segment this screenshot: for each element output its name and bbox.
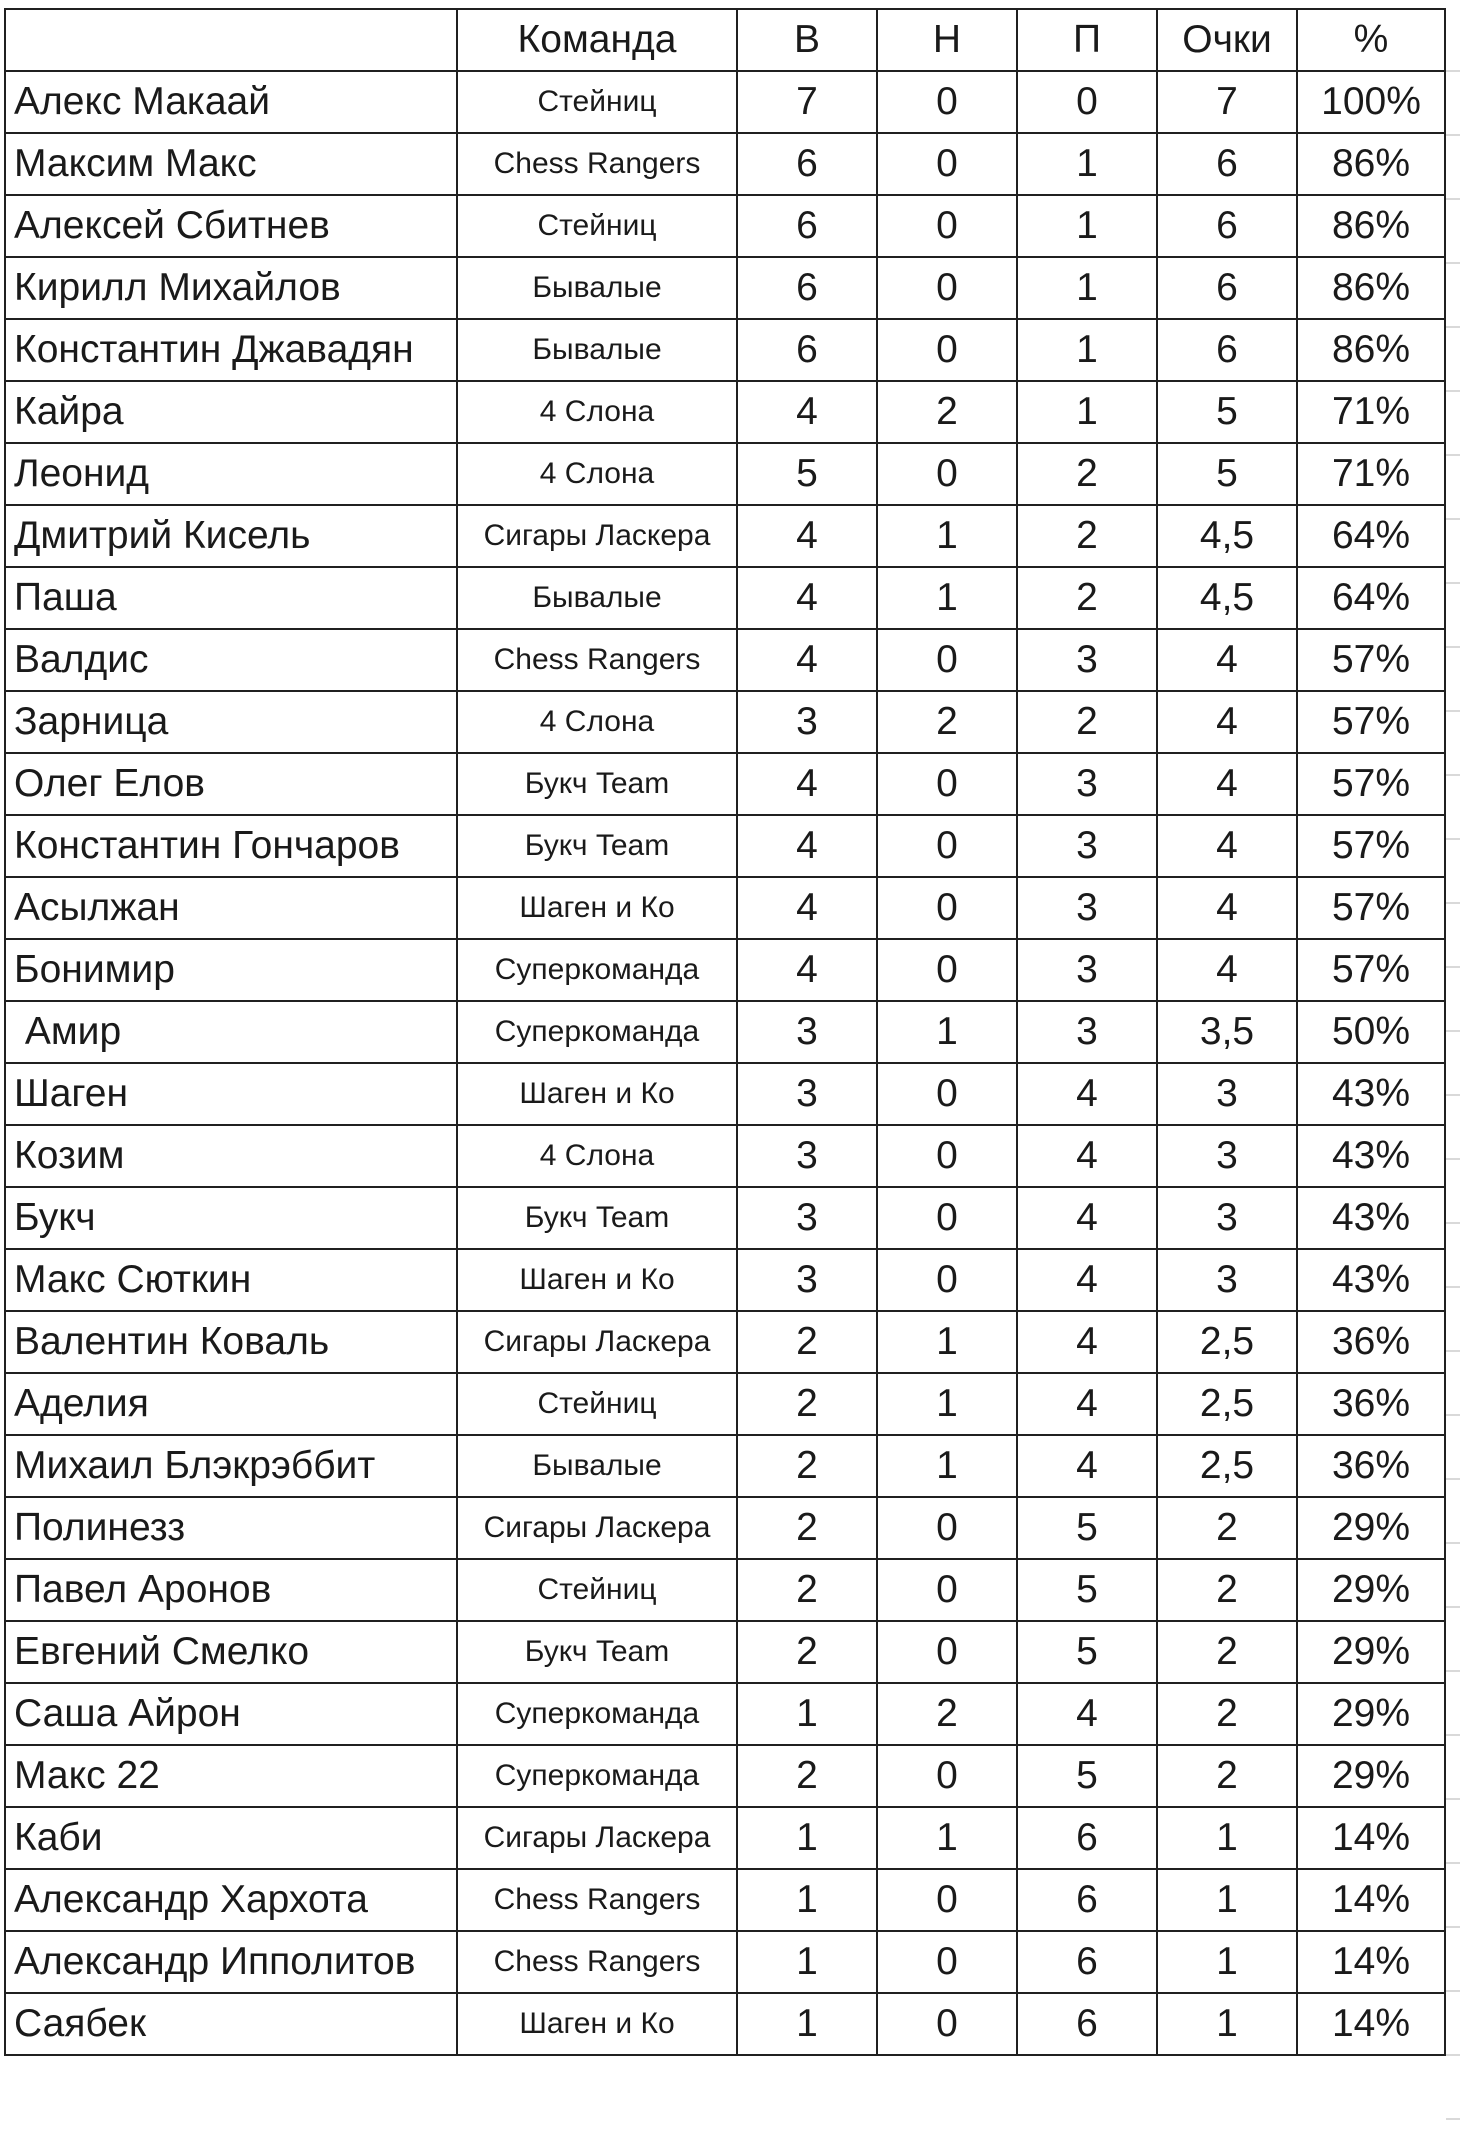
percent-cell[interactable]: 50%: [1297, 1001, 1445, 1063]
player-name-cell[interactable]: Шаген: [5, 1063, 457, 1125]
team-cell[interactable]: 4 Слона: [457, 381, 737, 443]
percent-cell[interactable]: 29%: [1297, 1683, 1445, 1745]
team-cell[interactable]: Букч Team: [457, 815, 737, 877]
percent-cell[interactable]: 57%: [1297, 753, 1445, 815]
points-cell[interactable]: 3: [1157, 1249, 1297, 1311]
header-name-cell[interactable]: [5, 9, 457, 71]
draws-cell[interactable]: 0: [877, 1745, 1017, 1807]
player-name-cell[interactable]: Асылжан: [5, 877, 457, 939]
draws-cell[interactable]: 1: [877, 505, 1017, 567]
percent-cell[interactable]: 14%: [1297, 1993, 1445, 2055]
team-cell[interactable]: 4 Слона: [457, 443, 737, 505]
team-cell[interactable]: Бывалые: [457, 319, 737, 381]
losses-cell[interactable]: 6: [1017, 1807, 1157, 1869]
wins-cell[interactable]: 2: [737, 1373, 877, 1435]
draws-cell[interactable]: 1: [877, 1001, 1017, 1063]
percent-cell[interactable]: 86%: [1297, 195, 1445, 257]
points-cell[interactable]: 2: [1157, 1745, 1297, 1807]
wins-cell[interactable]: 7: [737, 71, 877, 133]
draws-cell[interactable]: 2: [877, 381, 1017, 443]
draws-cell[interactable]: 0: [877, 815, 1017, 877]
team-cell[interactable]: Шаген и Ко: [457, 1063, 737, 1125]
player-name-cell[interactable]: Козим: [5, 1125, 457, 1187]
player-name-cell[interactable]: Олег Елов: [5, 753, 457, 815]
losses-cell[interactable]: 1: [1017, 257, 1157, 319]
points-cell[interactable]: 3: [1157, 1125, 1297, 1187]
percent-cell[interactable]: 29%: [1297, 1621, 1445, 1683]
draws-cell[interactable]: 0: [877, 1497, 1017, 1559]
draws-cell[interactable]: 1: [877, 1373, 1017, 1435]
team-cell[interactable]: Шаген и Ко: [457, 1993, 737, 2055]
draws-cell[interactable]: 0: [877, 1869, 1017, 1931]
player-name-cell[interactable]: Кирилл Михайлов: [5, 257, 457, 319]
draws-cell[interactable]: 0: [877, 1063, 1017, 1125]
percent-cell[interactable]: 64%: [1297, 567, 1445, 629]
wins-cell[interactable]: 5: [737, 443, 877, 505]
table-row: [5, 939, 1445, 1001]
wins-cell[interactable]: 4: [737, 939, 877, 1001]
wins-cell[interactable]: 4: [737, 629, 877, 691]
team-cell[interactable]: Бывалые: [457, 257, 737, 319]
player-name-cell[interactable]: Амир: [5, 1001, 457, 1063]
team-cell[interactable]: Сигары Ласкера: [457, 1311, 737, 1373]
losses-cell[interactable]: 4: [1017, 1063, 1157, 1125]
table-row: [5, 1063, 1445, 1125]
team-cell[interactable]: Стейниц: [457, 1373, 737, 1435]
draws-cell[interactable]: 0: [877, 1249, 1017, 1311]
wins-cell[interactable]: 6: [737, 319, 877, 381]
percent-cell[interactable]: 14%: [1297, 1807, 1445, 1869]
percent-cell[interactable]: 29%: [1297, 1745, 1445, 1807]
draws-cell[interactable]: 0: [877, 753, 1017, 815]
points-cell[interactable]: 4,5: [1157, 567, 1297, 629]
team-cell[interactable]: Букч Team: [457, 753, 737, 815]
team-cell[interactable]: Бывалые: [457, 1435, 737, 1497]
player-name-cell[interactable]: Валдис: [5, 629, 457, 691]
player-name-cell[interactable]: Саябек: [5, 1993, 457, 2055]
losses-cell[interactable]: 3: [1017, 629, 1157, 691]
wins-cell[interactable]: 2: [737, 1745, 877, 1807]
team-cell[interactable]: Chess Rangers: [457, 1931, 737, 1993]
wins-cell[interactable]: 1: [737, 1807, 877, 1869]
percent-cell[interactable]: 43%: [1297, 1187, 1445, 1249]
points-cell[interactable]: 2: [1157, 1497, 1297, 1559]
percent-cell[interactable]: 57%: [1297, 877, 1445, 939]
points-cell[interactable]: 7: [1157, 71, 1297, 133]
losses-cell[interactable]: 2: [1017, 443, 1157, 505]
percent-cell[interactable]: 36%: [1297, 1311, 1445, 1373]
points-cell[interactable]: 4: [1157, 877, 1297, 939]
wins-cell[interactable]: 2: [737, 1497, 877, 1559]
player-name-cell[interactable]: Александр Ипполитов: [5, 1931, 457, 1993]
percent-cell[interactable]: 14%: [1297, 1869, 1445, 1931]
team-cell[interactable]: 4 Слона: [457, 1125, 737, 1187]
points-cell[interactable]: 4: [1157, 691, 1297, 753]
team-cell[interactable]: Суперкоманда: [457, 1001, 737, 1063]
table-row: [5, 505, 1445, 567]
team-cell[interactable]: Стейниц: [457, 71, 737, 133]
points-cell[interactable]: 3: [1157, 1187, 1297, 1249]
points-cell[interactable]: 2: [1157, 1683, 1297, 1745]
points-cell[interactable]: 4: [1157, 815, 1297, 877]
header-percent-cell[interactable]: %: [1297, 9, 1445, 71]
wins-cell[interactable]: 2: [737, 1435, 877, 1497]
draws-cell[interactable]: 0: [877, 629, 1017, 691]
wins-cell[interactable]: 4: [737, 505, 877, 567]
losses-cell[interactable]: 4: [1017, 1683, 1157, 1745]
points-cell[interactable]: 3: [1157, 1063, 1297, 1125]
team-cell[interactable]: Сигары Ласкера: [457, 505, 737, 567]
percent-cell[interactable]: 14%: [1297, 1931, 1445, 1993]
draws-cell[interactable]: 0: [877, 877, 1017, 939]
wins-cell[interactable]: 4: [737, 877, 877, 939]
wins-cell[interactable]: 3: [737, 1187, 877, 1249]
percent-cell[interactable]: 57%: [1297, 691, 1445, 753]
losses-cell[interactable]: 4: [1017, 1311, 1157, 1373]
percent-cell[interactable]: 100%: [1297, 71, 1445, 133]
team-cell[interactable]: Chess Rangers: [457, 1869, 737, 1931]
player-name-cell[interactable]: Леонид: [5, 443, 457, 505]
points-cell[interactable]: 6: [1157, 257, 1297, 319]
player-name-cell[interactable]: Михаил Блэкрэббит: [5, 1435, 457, 1497]
losses-cell[interactable]: 3: [1017, 753, 1157, 815]
percent-cell[interactable]: 86%: [1297, 257, 1445, 319]
percent-cell[interactable]: 57%: [1297, 939, 1445, 1001]
points-cell[interactable]: 1: [1157, 1807, 1297, 1869]
points-cell[interactable]: 4,5: [1157, 505, 1297, 567]
percent-cell[interactable]: 43%: [1297, 1125, 1445, 1187]
draws-cell[interactable]: 0: [877, 71, 1017, 133]
table-row: [5, 1931, 1445, 1993]
draws-cell[interactable]: 0: [877, 319, 1017, 381]
player-name-cell[interactable]: Евгений Смелко: [5, 1621, 457, 1683]
wins-cell[interactable]: 3: [737, 1125, 877, 1187]
table-row: [5, 691, 1445, 753]
points-cell[interactable]: 5: [1157, 443, 1297, 505]
player-name-cell[interactable]: Макс Сюткин: [5, 1249, 457, 1311]
percent-cell[interactable]: 57%: [1297, 629, 1445, 691]
losses-cell[interactable]: 3: [1017, 1001, 1157, 1063]
team-cell[interactable]: Букч Team: [457, 1187, 737, 1249]
player-name-cell[interactable]: Бонимир: [5, 939, 457, 1001]
player-name-cell[interactable]: Каби: [5, 1807, 457, 1869]
points-cell[interactable]: 1: [1157, 1993, 1297, 2055]
points-cell[interactable]: 2,5: [1157, 1435, 1297, 1497]
table-row: [5, 1993, 1445, 2055]
percent-cell[interactable]: 29%: [1297, 1497, 1445, 1559]
table-row: [5, 381, 1445, 443]
wins-cell[interactable]: 6: [737, 195, 877, 257]
draws-cell[interactable]: 1: [877, 1311, 1017, 1373]
player-name-cell[interactable]: Константин Гончаров: [5, 815, 457, 877]
losses-cell[interactable]: 6: [1017, 1869, 1157, 1931]
player-name-cell[interactable]: Алекс Макаай: [5, 71, 457, 133]
wins-cell[interactable]: 1: [737, 1683, 877, 1745]
table-row: [5, 753, 1445, 815]
losses-cell[interactable]: 4: [1017, 1187, 1157, 1249]
losses-cell[interactable]: 4: [1017, 1435, 1157, 1497]
header-points-cell[interactable]: Очки: [1157, 9, 1297, 71]
team-cell[interactable]: Суперкоманда: [457, 1745, 737, 1807]
player-name-cell[interactable]: Павел Аронов: [5, 1559, 457, 1621]
team-cell[interactable]: 4 Слона: [457, 691, 737, 753]
table-row: [5, 443, 1445, 505]
percent-cell[interactable]: 86%: [1297, 319, 1445, 381]
losses-cell[interactable]: 5: [1017, 1559, 1157, 1621]
percent-cell[interactable]: 43%: [1297, 1063, 1445, 1125]
draws-cell[interactable]: 0: [877, 1187, 1017, 1249]
table-row: [5, 195, 1445, 257]
losses-cell[interactable]: 6: [1017, 1931, 1157, 1993]
wins-cell[interactable]: 4: [737, 815, 877, 877]
wins-cell[interactable]: 3: [737, 1063, 877, 1125]
losses-cell[interactable]: 1: [1017, 133, 1157, 195]
draws-cell[interactable]: 1: [877, 1435, 1017, 1497]
team-cell[interactable]: Стейниц: [457, 195, 737, 257]
header-draws-cell[interactable]: Н: [877, 9, 1017, 71]
table-row: [5, 1187, 1445, 1249]
points-cell[interactable]: 2: [1157, 1559, 1297, 1621]
player-name-cell[interactable]: Александр Хархота: [5, 1869, 457, 1931]
percent-cell[interactable]: 36%: [1297, 1435, 1445, 1497]
losses-cell[interactable]: 2: [1017, 691, 1157, 753]
wins-cell[interactable]: 4: [737, 381, 877, 443]
draws-cell[interactable]: 2: [877, 1683, 1017, 1745]
player-name-cell[interactable]: Алексей Сбитнев: [5, 195, 457, 257]
player-name-cell[interactable]: Зарница: [5, 691, 457, 753]
draws-cell[interactable]: 0: [877, 939, 1017, 1001]
percent-cell[interactable]: 64%: [1297, 505, 1445, 567]
draws-cell[interactable]: 0: [877, 443, 1017, 505]
points-cell[interactable]: 2: [1157, 1621, 1297, 1683]
player-name-cell[interactable]: Саша Айрон: [5, 1683, 457, 1745]
losses-cell[interactable]: 3: [1017, 877, 1157, 939]
losses-cell[interactable]: 4: [1017, 1125, 1157, 1187]
losses-cell[interactable]: 5: [1017, 1621, 1157, 1683]
standings-table: [4, 8, 1446, 2056]
draws-cell[interactable]: 0: [877, 133, 1017, 195]
table-row: [5, 1869, 1445, 1931]
points-cell[interactable]: 1: [1157, 1931, 1297, 1993]
draws-cell[interactable]: 0: [877, 1931, 1017, 1993]
player-name-cell[interactable]: Максим Макс: [5, 133, 457, 195]
player-name-cell[interactable]: Букч: [5, 1187, 457, 1249]
player-name-cell[interactable]: Кайра: [5, 381, 457, 443]
wins-cell[interactable]: 2: [737, 1621, 877, 1683]
percent-cell[interactable]: 57%: [1297, 815, 1445, 877]
points-cell[interactable]: 2,5: [1157, 1311, 1297, 1373]
table-row: [5, 1745, 1445, 1807]
table-row: [5, 257, 1445, 319]
draws-cell[interactable]: 0: [877, 1621, 1017, 1683]
percent-cell[interactable]: 71%: [1297, 443, 1445, 505]
team-cell[interactable]: Сигары Ласкера: [457, 1807, 737, 1869]
table-row: [5, 877, 1445, 939]
losses-cell[interactable]: 4: [1017, 1373, 1157, 1435]
losses-cell[interactable]: 3: [1017, 815, 1157, 877]
table-row: [5, 1373, 1445, 1435]
percent-cell[interactable]: 71%: [1297, 381, 1445, 443]
points-cell[interactable]: 3,5: [1157, 1001, 1297, 1063]
team-cell[interactable]: Chess Rangers: [457, 133, 737, 195]
wins-cell[interactable]: 1: [737, 1869, 877, 1931]
losses-cell[interactable]: 1: [1017, 381, 1157, 443]
points-cell[interactable]: 6: [1157, 195, 1297, 257]
losses-cell[interactable]: 0: [1017, 71, 1157, 133]
wins-cell[interactable]: 3: [737, 691, 877, 753]
draws-cell[interactable]: 0: [877, 1559, 1017, 1621]
percent-cell[interactable]: 43%: [1297, 1249, 1445, 1311]
table-row: [5, 1435, 1445, 1497]
player-name-cell[interactable]: Паша: [5, 567, 457, 629]
percent-cell[interactable]: 29%: [1297, 1559, 1445, 1621]
wins-cell[interactable]: 3: [737, 1001, 877, 1063]
team-cell[interactable]: Стейниц: [457, 1559, 737, 1621]
table-row: [5, 1497, 1445, 1559]
losses-cell[interactable]: 1: [1017, 195, 1157, 257]
losses-cell[interactable]: 4: [1017, 1249, 1157, 1311]
wins-cell[interactable]: 6: [737, 257, 877, 319]
team-cell[interactable]: Суперкоманда: [457, 1683, 737, 1745]
draws-cell[interactable]: 1: [877, 1807, 1017, 1869]
losses-cell[interactable]: 3: [1017, 939, 1157, 1001]
table-row: [5, 1125, 1445, 1187]
draws-cell[interactable]: 0: [877, 1993, 1017, 2055]
losses-cell[interactable]: 5: [1017, 1745, 1157, 1807]
table-row: [5, 71, 1445, 133]
wins-cell[interactable]: 2: [737, 1311, 877, 1373]
wins-cell[interactable]: 3: [737, 1249, 877, 1311]
team-cell[interactable]: Суперкоманда: [457, 939, 737, 1001]
table-row: [5, 1311, 1445, 1373]
points-cell[interactable]: 6: [1157, 319, 1297, 381]
table-row: [5, 815, 1445, 877]
draws-cell[interactable]: 1: [877, 567, 1017, 629]
wins-cell[interactable]: 4: [737, 567, 877, 629]
table-row: [5, 1001, 1445, 1063]
table-row: [5, 1683, 1445, 1745]
losses-cell[interactable]: 6: [1017, 1993, 1157, 2055]
header-losses-cell[interactable]: П: [1017, 9, 1157, 71]
table-row: [5, 1249, 1445, 1311]
player-name-cell[interactable]: Аделия: [5, 1373, 457, 1435]
points-cell[interactable]: 5: [1157, 381, 1297, 443]
draws-cell[interactable]: 0: [877, 257, 1017, 319]
losses-cell[interactable]: 2: [1017, 505, 1157, 567]
team-cell[interactable]: Бывалые: [457, 567, 737, 629]
team-cell[interactable]: Шаген и Ко: [457, 1249, 737, 1311]
wins-cell[interactable]: 1: [737, 1931, 877, 1993]
draws-cell[interactable]: 0: [877, 195, 1017, 257]
player-name-cell[interactable]: Полинезз: [5, 1497, 457, 1559]
wins-cell[interactable]: 1: [737, 1993, 877, 2055]
header-row: [5, 9, 1445, 71]
table-row: [5, 567, 1445, 629]
table-row: [5, 1807, 1445, 1869]
player-name-cell[interactable]: Валентин Коваль: [5, 1311, 457, 1373]
draws-cell[interactable]: 2: [877, 691, 1017, 753]
wins-cell[interactable]: 4: [737, 753, 877, 815]
table-row: [5, 629, 1445, 691]
player-name-cell[interactable]: Константин Джавадян: [5, 319, 457, 381]
team-cell[interactable]: Букч Team: [457, 1621, 737, 1683]
player-name-cell[interactable]: Дмитрий Кисель: [5, 505, 457, 567]
team-cell[interactable]: Шаген и Ко: [457, 877, 737, 939]
team-cell[interactable]: Chess Rangers: [457, 629, 737, 691]
player-name-cell[interactable]: Макс 22: [5, 1745, 457, 1807]
sheet-grid-edge: [1446, 8, 1460, 2138]
table-row: [5, 1621, 1445, 1683]
header-team-cell[interactable]: Команда: [457, 9, 737, 71]
table-row: [5, 133, 1445, 195]
wins-cell[interactable]: 6: [737, 133, 877, 195]
table-row: [5, 319, 1445, 381]
losses-cell[interactable]: 2: [1017, 567, 1157, 629]
points-cell[interactable]: 2,5: [1157, 1373, 1297, 1435]
losses-cell[interactable]: 1: [1017, 319, 1157, 381]
header-wins-cell[interactable]: В: [737, 9, 877, 71]
team-cell[interactable]: Сигары Ласкера: [457, 1497, 737, 1559]
points-cell[interactable]: 6: [1157, 133, 1297, 195]
losses-cell[interactable]: 5: [1017, 1497, 1157, 1559]
wins-cell[interactable]: 2: [737, 1559, 877, 1621]
points-cell[interactable]: 4: [1157, 939, 1297, 1001]
percent-cell[interactable]: 36%: [1297, 1373, 1445, 1435]
draws-cell[interactable]: 0: [877, 1125, 1017, 1187]
points-cell[interactable]: 1: [1157, 1869, 1297, 1931]
table-row: [5, 1559, 1445, 1621]
points-cell[interactable]: 4: [1157, 629, 1297, 691]
points-cell[interactable]: 4: [1157, 753, 1297, 815]
percent-cell[interactable]: 86%: [1297, 133, 1445, 195]
